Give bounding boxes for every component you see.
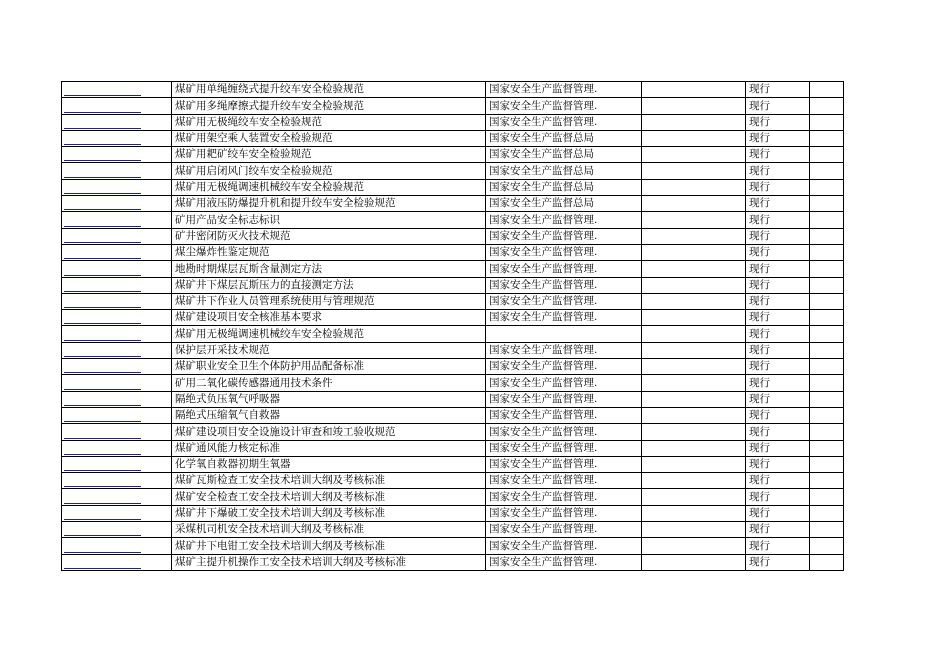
empty-cell[interactable] — [810, 82, 844, 98]
standard-code-cell[interactable] — [62, 359, 172, 375]
table-row — [62, 228, 844, 244]
table-row — [62, 196, 844, 212]
standard-code-cell[interactable] — [62, 342, 172, 358]
standard-code-cell[interactable] — [62, 375, 172, 391]
standard-name-cell[interactable]: 煤矿建设项目安全核准基本要求 — [172, 310, 486, 326]
standard-code-cell[interactable] — [62, 261, 172, 277]
hyperlink-underline[interactable] — [64, 275, 141, 276]
table-row — [62, 375, 844, 391]
issuing-authority-cell[interactable]: 国家安全生产监督管理. — [486, 342, 642, 358]
hyperlink-underline[interactable] — [64, 160, 141, 161]
issuing-authority-cell[interactable]: 国家安全生产监督管理. — [486, 310, 642, 326]
hyperlink-underline[interactable] — [64, 242, 141, 243]
empty-cell[interactable] — [642, 342, 746, 358]
status-cell[interactable]: 现行 — [746, 196, 810, 212]
standard-code-cell[interactable] — [62, 196, 172, 212]
issuing-authority-cell[interactable]: 国家安全生产监督管理. — [486, 407, 642, 423]
empty-cell[interactable] — [642, 212, 746, 228]
empty-cell[interactable] — [810, 473, 844, 489]
empty-cell[interactable] — [810, 179, 844, 195]
standard-name-cell[interactable]: 矿用二氧化碳传感器通用技术条件 — [172, 375, 486, 391]
standard-code-cell[interactable] — [62, 277, 172, 293]
status-cell[interactable]: 现行 — [746, 130, 810, 146]
standard-code-cell[interactable] — [62, 212, 172, 228]
issuing-authority-cell[interactable]: 国家安全生产监督管理. — [486, 440, 642, 456]
empty-cell[interactable] — [642, 522, 746, 538]
standard-name-cell[interactable]: 煤矿井下煤层瓦斯压力的直接测定方法 — [172, 277, 486, 293]
issuing-authority-cell[interactable]: 国家安全生产监督管理. — [486, 391, 642, 407]
status-cell[interactable]: 现行 — [746, 277, 810, 293]
empty-cell[interactable] — [642, 310, 746, 326]
empty-cell[interactable] — [642, 473, 746, 489]
table-row — [62, 147, 844, 163]
hyperlink-underline[interactable] — [64, 226, 141, 227]
standard-name-cell[interactable]: 煤矿瓦斯检查工安全技术培训大纲及考核标准 — [172, 473, 486, 489]
issuing-authority-cell[interactable]: 国家安全生产监督总局 — [486, 130, 642, 146]
empty-cell[interactable] — [642, 163, 746, 179]
table-row — [62, 114, 844, 130]
standard-name-cell[interactable]: 煤矿用耙矿绞车安全检验规范 — [172, 147, 486, 163]
standard-name-cell[interactable]: 煤矿井下作业人员管理系统使用与管理规范 — [172, 293, 486, 309]
empty-cell[interactable] — [642, 391, 746, 407]
empty-cell[interactable] — [642, 228, 746, 244]
issuing-authority-cell[interactable]: 国家安全生产监督管理. — [486, 456, 642, 472]
issuing-authority-cell[interactable]: 国家安全生产监督管理. — [486, 489, 642, 505]
empty-cell[interactable] — [810, 538, 844, 554]
empty-cell[interactable] — [810, 489, 844, 505]
empty-cell[interactable] — [810, 505, 844, 521]
empty-cell[interactable] — [642, 277, 746, 293]
table-body — [62, 82, 844, 571]
hyperlink-underline[interactable] — [64, 503, 141, 504]
status-cell[interactable]: 现行 — [746, 375, 810, 391]
hyperlink-underline[interactable] — [64, 486, 141, 487]
standard-name-cell[interactable]: 煤矿井下爆破工安全技术培训大纲及考核标准 — [172, 505, 486, 521]
table-row — [62, 277, 844, 293]
table-row — [62, 98, 844, 114]
hyperlink-underline[interactable] — [64, 128, 141, 129]
standard-name-cell[interactable]: 煤矿用单绳缠绕式提升绞车安全检验规范 — [172, 82, 486, 98]
table-row — [62, 82, 844, 98]
status-cell[interactable]: 现行 — [746, 359, 810, 375]
standard-code-cell[interactable] — [62, 114, 172, 130]
hyperlink-underline[interactable] — [64, 519, 141, 520]
empty-cell[interactable] — [810, 293, 844, 309]
table-row — [62, 522, 844, 538]
empty-cell[interactable] — [810, 130, 844, 146]
empty-cell[interactable] — [642, 424, 746, 440]
issuing-authority-cell[interactable]: 国家安全生产监督管理. — [486, 114, 642, 130]
issuing-authority-cell[interactable] — [486, 326, 642, 342]
empty-cell[interactable] — [642, 359, 746, 375]
issuing-authority-cell[interactable]: 国家安全生产监督管理. — [486, 98, 642, 114]
empty-cell[interactable] — [810, 440, 844, 456]
status-cell[interactable]: 现行 — [746, 82, 810, 98]
empty-cell[interactable] — [642, 244, 746, 260]
standard-name-cell[interactable]: 保护层开采技术规范 — [172, 342, 486, 358]
hyperlink-underline[interactable] — [64, 356, 141, 357]
standard-name-cell[interactable]: 煤矿用无极绳绞车安全检验规范 — [172, 114, 486, 130]
table-row — [62, 538, 844, 554]
table-row — [62, 456, 844, 472]
standard-code-cell[interactable] — [62, 244, 172, 260]
empty-cell[interactable] — [810, 456, 844, 472]
status-cell[interactable]: 现行 — [746, 424, 810, 440]
issuing-authority-cell[interactable]: 国家安全生产监督管理. — [486, 554, 642, 570]
standard-name-cell[interactable]: 化学氧自救器初期生氧器 — [172, 456, 486, 472]
standard-name-cell[interactable]: 煤尘爆炸性鉴定规范 — [172, 244, 486, 260]
status-cell[interactable]: 现行 — [746, 228, 810, 244]
hyperlink-underline[interactable] — [64, 95, 141, 96]
standard-name-cell[interactable]: 煤矿用多绳摩擦式提升绞车安全检验规范 — [172, 98, 486, 114]
issuing-authority-cell[interactable]: 国家安全生产监督管理. — [486, 522, 642, 538]
hyperlink-underline[interactable] — [64, 372, 141, 373]
standard-name-cell[interactable]: 采煤机司机安全技术培训大纲及考核标准 — [172, 522, 486, 538]
status-cell[interactable]: 现行 — [746, 440, 810, 456]
status-cell[interactable]: 现行 — [746, 147, 810, 163]
empty-cell[interactable] — [642, 261, 746, 277]
status-cell[interactable]: 现行 — [746, 163, 810, 179]
standard-code-cell[interactable] — [62, 147, 172, 163]
empty-cell[interactable] — [810, 277, 844, 293]
hyperlink-underline[interactable] — [64, 535, 141, 536]
empty-cell[interactable] — [642, 114, 746, 130]
hyperlink-underline[interactable] — [64, 193, 141, 194]
empty-cell[interactable] — [642, 147, 746, 163]
empty-cell[interactable] — [810, 196, 844, 212]
table-row — [62, 424, 844, 440]
standard-code-cell[interactable] — [62, 130, 172, 146]
standard-name-cell[interactable]: 煤矿建设项目安全设施设计审查和竣工验收规范 — [172, 424, 486, 440]
status-cell[interactable]: 现行 — [746, 538, 810, 554]
empty-cell[interactable] — [642, 179, 746, 195]
standard-name-cell[interactable]: 煤矿职业安全卫生个体防护用品配备标准 — [172, 359, 486, 375]
status-cell[interactable]: 现行 — [746, 391, 810, 407]
standard-code-cell[interactable] — [62, 163, 172, 179]
standard-code-cell[interactable] — [62, 522, 172, 538]
status-cell[interactable]: 现行 — [746, 554, 810, 570]
standard-name-cell[interactable]: 煤矿井下电钳工安全技术培训大纲及考核标准 — [172, 538, 486, 554]
standard-name-cell[interactable]: 煤矿通风能力核定标准 — [172, 440, 486, 456]
standard-code-cell[interactable] — [62, 326, 172, 342]
issuing-authority-cell[interactable]: 国家安全生产监督总局 — [486, 196, 642, 212]
hyperlink-underline[interactable] — [64, 438, 141, 439]
status-cell[interactable]: 现行 — [746, 489, 810, 505]
standard-code-cell[interactable] — [62, 310, 172, 326]
table-row — [62, 554, 844, 570]
standard-code-cell[interactable] — [62, 554, 172, 570]
empty-cell[interactable] — [810, 407, 844, 423]
standard-name-cell[interactable]: 煤矿用启闭风门绞车安全检验规范 — [172, 163, 486, 179]
status-cell[interactable]: 现行 — [746, 98, 810, 114]
status-cell[interactable]: 现行 — [746, 212, 810, 228]
issuing-authority-cell[interactable]: 国家安全生产监督总局 — [486, 179, 642, 195]
standard-code-cell[interactable] — [62, 391, 172, 407]
hyperlink-underline[interactable] — [64, 552, 141, 553]
table-row — [62, 244, 844, 260]
empty-cell[interactable] — [642, 538, 746, 554]
hyperlink-underline[interactable] — [64, 340, 141, 341]
hyperlink-underline[interactable] — [64, 291, 141, 292]
standard-code-cell[interactable] — [62, 440, 172, 456]
standard-name-cell[interactable]: 煤矿用无极绳调速机械绞车安全检验规范 — [172, 326, 486, 342]
issuing-authority-cell[interactable]: 国家安全生产监督管理. — [486, 424, 642, 440]
empty-cell[interactable] — [642, 505, 746, 521]
standard-name-cell[interactable]: 煤矿安全检查工安全技术培训大纲及考核标准 — [172, 489, 486, 505]
status-cell[interactable]: 现行 — [746, 456, 810, 472]
table-row — [62, 391, 844, 407]
hyperlink-underline[interactable] — [64, 389, 141, 390]
empty-cell[interactable] — [642, 98, 746, 114]
status-cell[interactable]: 现行 — [746, 326, 810, 342]
status-cell[interactable]: 现行 — [746, 505, 810, 521]
empty-cell[interactable] — [810, 261, 844, 277]
table-row — [62, 407, 844, 423]
hyperlink-underline[interactable] — [64, 144, 141, 145]
status-cell[interactable]: 现行 — [746, 522, 810, 538]
standard-code-cell[interactable] — [62, 456, 172, 472]
empty-cell[interactable] — [642, 456, 746, 472]
standard-code-cell[interactable] — [62, 407, 172, 423]
standard-name-cell[interactable]: 地勘时期煤层瓦斯含量测定方法 — [172, 261, 486, 277]
standard-code-cell[interactable] — [62, 473, 172, 489]
issuing-authority-cell[interactable]: 国家安全生产监督总局 — [486, 147, 642, 163]
empty-cell[interactable] — [642, 554, 746, 570]
empty-cell[interactable] — [810, 375, 844, 391]
standard-code-cell[interactable] — [62, 179, 172, 195]
empty-cell[interactable] — [642, 440, 746, 456]
table-row — [62, 212, 844, 228]
empty-cell[interactable] — [810, 391, 844, 407]
standard-code-cell[interactable] — [62, 293, 172, 309]
empty-cell[interactable] — [810, 554, 844, 570]
hyperlink-underline[interactable] — [64, 323, 141, 324]
standard-code-cell[interactable] — [62, 82, 172, 98]
empty-cell[interactable] — [810, 212, 844, 228]
empty-cell[interactable] — [810, 98, 844, 114]
issuing-authority-cell[interactable]: 国家安全生产监督管理. — [486, 212, 642, 228]
hyperlink-underline[interactable] — [64, 177, 141, 178]
status-cell[interactable]: 现行 — [746, 179, 810, 195]
hyperlink-underline[interactable] — [64, 307, 141, 308]
empty-cell[interactable] — [810, 342, 844, 358]
issuing-authority-cell[interactable]: 国家安全生产监督管理. — [486, 359, 642, 375]
status-cell[interactable]: 现行 — [746, 293, 810, 309]
status-cell[interactable]: 现行 — [746, 114, 810, 130]
status-cell[interactable]: 现行 — [746, 310, 810, 326]
empty-cell[interactable] — [810, 522, 844, 538]
status-cell[interactable]: 现行 — [746, 261, 810, 277]
standard-name-cell[interactable]: 煤矿用无极绳调速机械绞车安全检验规范 — [172, 179, 486, 195]
table-row — [62, 293, 844, 309]
status-cell[interactable]: 现行 — [746, 342, 810, 358]
hyperlink-underline[interactable] — [64, 112, 141, 113]
issuing-authority-cell[interactable]: 国家安全生产监督总局 — [486, 163, 642, 179]
hyperlink-underline[interactable] — [64, 470, 141, 471]
standard-code-cell[interactable] — [62, 424, 172, 440]
empty-cell[interactable] — [642, 375, 746, 391]
empty-cell[interactable] — [642, 407, 746, 423]
table-row — [62, 130, 844, 146]
hyperlink-underline[interactable] — [64, 209, 141, 210]
issuing-authority-cell[interactable]: 国家安全生产监督管理. — [486, 473, 642, 489]
table-row — [62, 505, 844, 521]
hyperlink-underline[interactable] — [64, 568, 141, 569]
standard-name-cell[interactable]: 隔绝式压缩氧气自救器 — [172, 407, 486, 423]
standard-code-cell[interactable] — [62, 98, 172, 114]
status-cell[interactable]: 现行 — [746, 473, 810, 489]
issuing-authority-cell[interactable]: 国家安全生产监督管理. — [486, 82, 642, 98]
issuing-authority-cell[interactable]: 国家安全生产监督管理. — [486, 293, 642, 309]
standard-name-cell[interactable]: 煤矿主提升机操作工安全技术培训大纲及考核标准 — [172, 554, 486, 570]
table-row — [62, 310, 844, 326]
empty-cell[interactable] — [810, 147, 844, 163]
empty-cell[interactable] — [642, 196, 746, 212]
issuing-authority-cell[interactable]: 国家安全生产监督管理. — [486, 375, 642, 391]
standard-name-cell[interactable]: 矿用产品安全标志标识 — [172, 212, 486, 228]
standard-code-cell[interactable] — [62, 505, 172, 521]
issuing-authority-cell[interactable]: 国家安全生产监督管理. — [486, 538, 642, 554]
status-cell[interactable]: 现行 — [746, 407, 810, 423]
table-row — [62, 440, 844, 456]
empty-cell[interactable] — [642, 82, 746, 98]
issuing-authority-cell[interactable]: 国家安全生产监督管理. — [486, 244, 642, 260]
table-row — [62, 179, 844, 195]
table-row — [62, 473, 844, 489]
standard-name-cell[interactable]: 隔绝式负压氧气呼吸器 — [172, 391, 486, 407]
table-row — [62, 489, 844, 505]
table-row — [62, 163, 844, 179]
empty-cell[interactable] — [810, 114, 844, 130]
standard-name-cell[interactable]: 矿井密闭防灭火技术规范 — [172, 228, 486, 244]
empty-cell[interactable] — [810, 163, 844, 179]
empty-cell[interactable] — [642, 293, 746, 309]
empty-cell[interactable] — [810, 310, 844, 326]
standard-code-cell[interactable] — [62, 228, 172, 244]
standard-code-cell[interactable] — [62, 489, 172, 505]
empty-cell[interactable] — [642, 130, 746, 146]
empty-cell[interactable] — [642, 326, 746, 342]
table-row — [62, 261, 844, 277]
empty-cell[interactable] — [810, 359, 844, 375]
table-row — [62, 326, 844, 342]
hyperlink-underline[interactable] — [64, 421, 141, 422]
table-row — [62, 342, 844, 358]
issuing-authority-cell[interactable]: 国家安全生产监督管理. — [486, 261, 642, 277]
standard-name-cell[interactable]: 煤矿用架空乘人装置安全检验规范 — [172, 130, 486, 146]
hyperlink-underline[interactable] — [64, 454, 141, 455]
empty-cell[interactable] — [810, 228, 844, 244]
status-cell[interactable]: 现行 — [746, 244, 810, 260]
issuing-authority-cell[interactable]: 国家安全生产监督管理. — [486, 505, 642, 521]
empty-cell[interactable] — [642, 489, 746, 505]
empty-cell[interactable] — [810, 244, 844, 260]
standard-name-cell[interactable]: 煤矿用液压防爆提升机和提升绞车安全检验规范 — [172, 196, 486, 212]
standard-code-cell[interactable] — [62, 538, 172, 554]
table-row — [62, 359, 844, 375]
empty-cell[interactable] — [810, 326, 844, 342]
hyperlink-underline[interactable] — [64, 405, 141, 406]
empty-cell[interactable] — [810, 424, 844, 440]
hyperlink-underline[interactable] — [64, 258, 141, 259]
issuing-authority-cell[interactable]: 国家安全生产监督管理. — [486, 228, 642, 244]
issuing-authority-cell[interactable]: 国家安全生产监督管理. — [486, 277, 642, 293]
standards-table — [61, 81, 844, 571]
